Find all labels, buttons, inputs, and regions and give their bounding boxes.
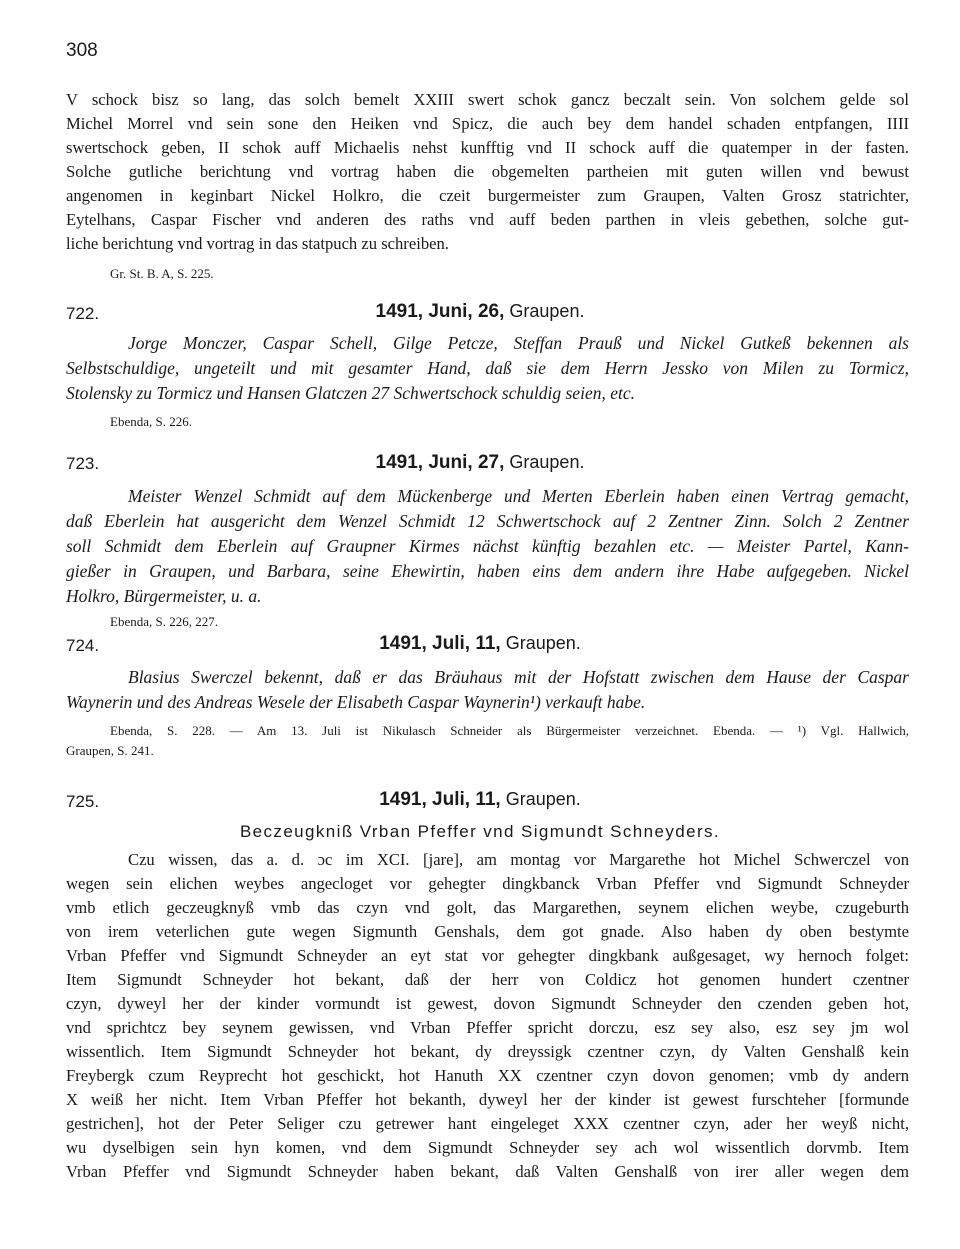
entry-line: Jorge Monczer, Caspar Schell, Gilge Petcze, Steffan Prauß und Nickel Gutkeß bekennen als — [128, 333, 909, 353]
entry-heading — [0, 633, 960, 655]
entry-heading — [0, 301, 960, 323]
entry-line: Item Sigmundt Schneyder hot bekant, daß der herr von Coldicz hot genomen hundert czentner — [66, 970, 909, 989]
entry-line: wissentlich. Item Sigmundt Schneyder hot bekant, dy dreyssigk czentner czyn, dy Valten Genshalß kein — [66, 1042, 909, 1061]
entry-line: soll Schmidt dem Eberlein auf Graupner Kirmes nächst künftig bezahlen etc. — Meister Partel, Kann- — [66, 536, 909, 556]
source-citation: Gr. St. B. A, S. 225. — [110, 266, 214, 281]
entry-line: Stolensky zu Tormicz und Hansen Glatczen 27 Schwertschock schuldig seien, etc. — [66, 383, 635, 403]
entry-line: gießer in Graupen, und Barbara, seine Ehewirtin, haben eins dem andern ihre Habe aufgegeben. Nickel — [66, 561, 909, 581]
entry-line: czyn, dyweyl her der kinder vormundt ist gewest, dovon Sigmundt Schneyder den czenden geben hot, — [66, 994, 909, 1013]
entry-line: Holkro, Bürgermeister, u. a. — [66, 586, 262, 606]
intro-line: liche berichtung vnd vortrag in das statpuch zu schreiben. — [66, 234, 449, 253]
intro-line: Michel Morrel vnd sein sone den Heiken vnd Spicz, die auch bey dem handel schaden entpfangen, IIII — [66, 114, 909, 133]
source-citation: Ebenda, S. 226, 227. — [110, 614, 218, 629]
intro-line: Eytelhans, Caspar Fischer vnd anderen des raths vnd auff beden parthen in vleis gebethen, solche gut- — [66, 210, 909, 229]
source-citation: Graupen, S. 241. — [66, 743, 154, 758]
entry-date: 1491, Juni, 26, — [375, 301, 505, 322]
intro-line: V schock bisz so lang, das solch bemelt XXIII swert schok gancz beczalt sein. Von solchem gelde sol — [66, 90, 909, 109]
entry-heading — [0, 789, 960, 811]
entry-number: 724. — [66, 636, 100, 655]
entry-line: Vrban Pfeffer vnd Sigmundt Schneyder haben bekant, daß Valten Genshalß von irer aller wegen dem — [66, 1162, 909, 1181]
entry-line: Freybergk czum Reyprecht hot geschickt, hot Hanuth XX czentner czyn dovon genomen; vmb dy andern — [66, 1066, 909, 1085]
entry-line: Selbstschuldige, ungeteilt und mit gesamter Hand, daß sie dem Herrn Jessko von Milen zu Tormicz, — [66, 358, 909, 378]
entry-line: wegen sein elichen weybes angecloget vor gehegter dingkbanck Vrban Pfeffer vnd Sigmundt Schneyder — [66, 874, 909, 893]
entry-date: 1491, Juli, 11, — [379, 789, 501, 810]
entry-heading — [0, 452, 960, 474]
entry-date: 1491, Juni, 27, — [375, 452, 505, 473]
entry-line: Blasius Swerczel bekennt, daß er das Bräuhaus mit der Hofstatt zwischen dem Hause der Caspar — [128, 667, 909, 687]
entry-line: wu dyselbigen sein hyn komen, vnd dem Sigmundt Schneyder sey ach wol wissentlich dorvmb. Item — [66, 1138, 909, 1157]
entry-place: Graupen. — [509, 301, 585, 321]
page-number: 308 — [66, 40, 98, 61]
entry-line: Vrban Pfeffer vnd Sigmundt Schneyder an eyt stat vor gehegter dingkbank außgesaget, wy hernoch folget: — [66, 946, 909, 965]
entry-line: von irem veterlichen gute wegen Sigmunth Genshals, dem got gnade. Also haben dy oben bestymte — [66, 922, 909, 941]
entry-place: Graupen. — [505, 633, 581, 653]
entry-line: X weiß her nicht. Item Vrban Pfeffer hot bekanth, dyweyl her der kinder ist gewest furschteher [formunde — [66, 1090, 909, 1109]
intro-line: swertschock geben, II schok auff Michaelis nehst kunfftig vnd II schock auff die quatemper in der fasten. — [66, 138, 909, 157]
entry-place: Graupen. — [505, 789, 581, 809]
entry-number: 723. — [66, 454, 100, 473]
entry-number: 722. — [66, 304, 100, 323]
entry-line: vnd sprichtcz bey seynem gewissen, vnd Vrban Pfeffer spricht dorczu, esz sey also, esz sey jm wol — [66, 1018, 909, 1037]
entry-date: 1491, Juli, 11, — [379, 633, 501, 654]
entry-place: Graupen. — [509, 452, 585, 472]
entry-line: daß Eberlein hat ausgericht dem Wenzel Schmidt 12 Schwertschock auf 2 Zentner Zinn. Solch 2 Zentner — [66, 511, 909, 531]
document-title: Beczeugknіß Vrban Pfeffer vnd Sigmundt Schneyders. — [239, 822, 721, 841]
entry-line: vmb etlich geczeugknyß vmb das czyn vnd golt, das Margarethen, seynem elichen weybe, czugeburth — [66, 898, 909, 917]
entry-line: gestrichen], hot der Peter Seliger czu getrewer hant eingeleget XXX czentner czyn, ader her weyß nicht, — [66, 1114, 909, 1133]
entry-line: Waynerin und des Andreas Wesele der Elisabeth Caspar Waynerin¹) verkauft habe. — [66, 692, 646, 712]
intro-line: Solche gutliche berichtung vnd vortrag haben die obgemelten partheien mit guten willen vnd bewust — [66, 162, 909, 181]
intro-line: angenomen in keginbart Nickel Holkro, die czeit burgermeister zum Graupen, Valten Grosz statrichter, — [66, 186, 909, 205]
entry-line: Czu wissen, das a. d. ɔc im XCI. [jare], am montag vor Margarethe hot Michel Schwerczel von — [128, 850, 909, 869]
entry-number: 725. — [66, 792, 100, 811]
source-citation: Ebenda, S. 226. — [110, 414, 192, 429]
source-citation: Ebenda, S. 228. — Am 13. Juli ist Nikulasch Schneider als Bürgermeister verzeichnet. Ebenda. — ¹) Vgl. Hallwich, — [110, 723, 909, 738]
entry-line: Meister Wenzel Schmidt auf dem Mückenberge und Merten Eberlein haben einen Vertrag gemacht, — [128, 486, 909, 506]
